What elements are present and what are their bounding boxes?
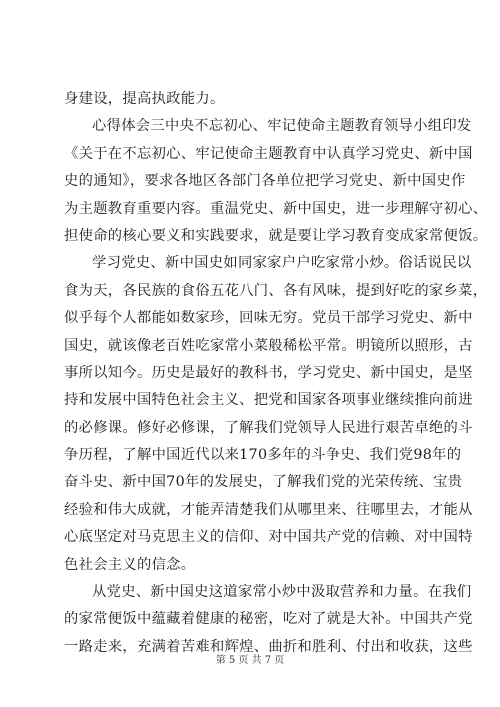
page-footer xyxy=(0,651,500,666)
paragraph-3 xyxy=(64,250,488,579)
page-number: 第 5 页 共 7 页 xyxy=(215,655,285,666)
text-line: 奋斗史、新中国70年的发展史，了解我们党的光荣传统、宝贵 xyxy=(64,474,463,491)
text-line: 学习党史、新中国史如同家家户户吃家常小炒。俗话说民以 xyxy=(92,255,472,272)
text-line: 史的通知》，要求各地区各部门各单位把学习党史、新中国史作 xyxy=(64,173,466,190)
text-line: 为主题教育重要内容。重温党史、新中国史，进一步理解守初心、 xyxy=(64,200,488,217)
text-line: 争历程，了解中国近代以来170多年的斗争史、我们党98年的 xyxy=(64,447,462,464)
text-line: 的家常便饭中蕴藏着健康的秘密，吃对了就是大补。中国共产党 xyxy=(64,611,473,628)
text-line: 心得体会三中央不忘初心、牢记使命主题教育领导小组印发 xyxy=(92,118,472,135)
text-line: 国史，就该像老百姓吃家常小菜般稀松平常。明镜所以照形，古 xyxy=(64,337,473,354)
text-line: 心底坚定对马克思主义的信仰、对中国共产党的信赖、对中国特 xyxy=(64,529,473,546)
text-line: 似乎每个人都能如数家珍，回味无穷。党员干部学习党史、新中 xyxy=(64,310,473,327)
text-line: 事所以知今。历史是最好的教科书，学习党史、新中国史，是坚 xyxy=(64,364,473,381)
text-line: 持和发展中国特色社会主义、把党和国家各项事业继续推向前进 xyxy=(64,392,473,409)
text-line: 的必修课。修好必修课，了解我们党领导人民进行艰苦卓绝的斗 xyxy=(64,419,473,436)
text-line: 一路走来，充满着苦难和辉煌、曲折和胜利、付出和收获，这些 xyxy=(64,638,473,655)
paragraph-4 xyxy=(64,579,473,661)
paragraph-2 xyxy=(64,113,488,250)
text-line: 色社会主义的信念。 xyxy=(64,556,196,573)
document-body xyxy=(64,86,488,661)
text-line: 食为天，各民族的食俗五花八门、各有风味，提到好吃的家乡菜， xyxy=(64,282,488,299)
paragraph-1 xyxy=(64,86,442,113)
text-line: 身建设，提高执政能力。 xyxy=(64,91,225,107)
text-line: 担使命的核心要义和实践要求，就是要让学习教育变成家常便饭。 xyxy=(64,227,488,244)
text-line: 《关于在不忘初心、牢记使命主题教育中认真学习党史、新中国 xyxy=(64,145,473,162)
text-line: 从党史、新中国史这道家常小炒中汲取营养和力量。在我们 xyxy=(92,584,472,601)
text-line: 经验和伟大成就，才能弄清楚我们从哪里来、往哪里去，才能从 xyxy=(64,501,473,518)
